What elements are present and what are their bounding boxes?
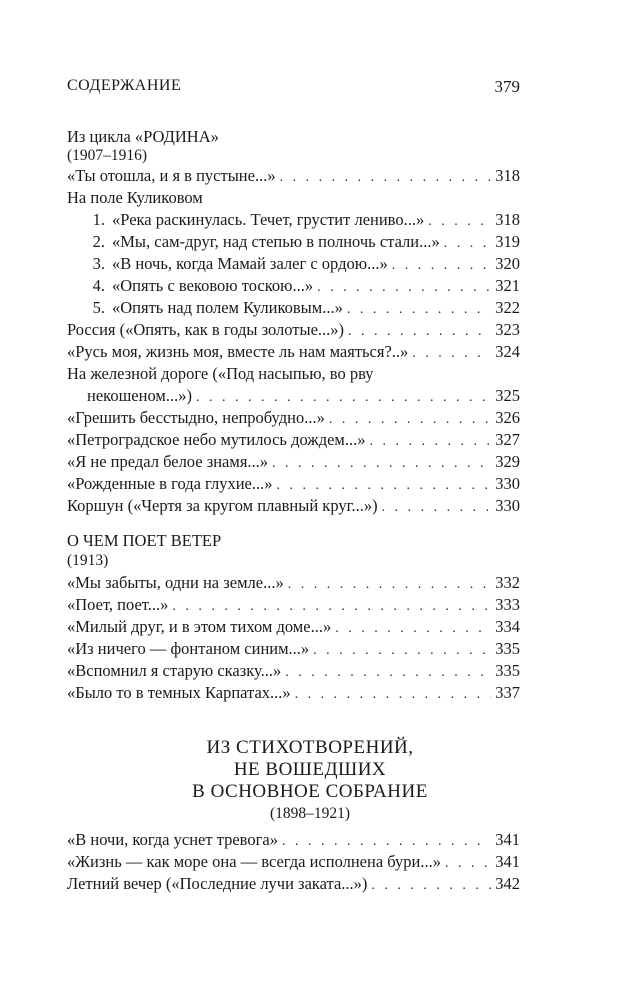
toc-entry[interactable] <box>67 616 520 638</box>
toc-entry-page: 329 <box>495 452 520 471</box>
dot-leader <box>347 299 491 321</box>
dot-leader <box>285 662 491 684</box>
dot-leader <box>369 431 491 453</box>
toc-entry[interactable] <box>67 682 520 704</box>
toc-entry-title: «Было то в темных Карпатах...» <box>67 683 291 702</box>
dot-leader <box>313 640 491 662</box>
toc-entry[interactable] <box>67 165 520 187</box>
toc-entry[interactable] <box>87 385 520 407</box>
toc-entry-number: 5. <box>92 298 105 317</box>
toc-entry[interactable] <box>67 319 520 341</box>
toc-entry-page: 342 <box>495 874 520 893</box>
dot-leader <box>295 684 492 706</box>
dot-leader <box>272 453 491 475</box>
dot-leader <box>371 875 491 897</box>
toc-entry[interactable] <box>67 429 520 451</box>
toc-entry-title: «Петроградское небо мутилось дождем...» <box>67 430 366 449</box>
toc-entry-page: 324 <box>495 342 520 361</box>
toc-entry-title: «Рожденные в года глухие...» <box>67 474 273 493</box>
toc-entry-page: 332 <box>495 573 520 592</box>
toc-entry-page: 333 <box>495 595 520 614</box>
toc-entry[interactable] <box>87 253 520 275</box>
toc-entry-title: «Из ничего — фонтаном синим...» <box>67 639 310 658</box>
dot-leader <box>445 853 491 875</box>
toc-entry[interactable] <box>67 829 520 851</box>
toc-entry-page: 330 <box>495 496 520 515</box>
toc-entry[interactable] <box>67 638 520 660</box>
section-years-uncollected: (1898–1921) <box>269 805 351 822</box>
toc-entry-number: 4. <box>92 276 105 295</box>
toc-entry-number: 2. <box>92 232 105 251</box>
toc-entry-title: «Мы забыты, одни на земле...» <box>67 573 284 592</box>
dot-leader <box>280 167 492 189</box>
toc-entry-page: 323 <box>495 320 520 339</box>
dot-leader <box>282 831 491 853</box>
section-title-veter: О ЧЕМ ПОЕТ ВЕТЕР <box>67 531 222 550</box>
toc-entry-number: 3. <box>92 254 105 273</box>
toc-entry-title: «Я не предал белое знамя...» <box>67 452 269 471</box>
toc-entry-page: 327 <box>495 430 520 449</box>
toc-entry-title: «Милый друг, и в этом тихом доме...» <box>67 617 332 636</box>
dot-leader <box>288 574 492 596</box>
toc-entry-page: 318 <box>495 210 520 229</box>
toc-entry-title-line1: На железной дороге («Под насыпью, во рву <box>67 364 374 383</box>
toc-entry-page: 318 <box>495 166 520 185</box>
toc-entry[interactable] <box>67 451 520 473</box>
toc-entry-title: «В ночи, когда уснет тревога» <box>67 830 278 849</box>
toc-entry[interactable] <box>87 275 520 297</box>
running-head: СОДЕРЖАНИЕ <box>67 77 182 94</box>
toc-entry-page: 337 <box>495 683 520 702</box>
toc-entry-title: «Опять с вековою тоскою...» <box>112 276 314 295</box>
toc-entry-title: «Мы, сам-друг, над степью в полночь стали...» <box>112 232 440 251</box>
toc-entry[interactable] <box>87 209 520 231</box>
section-heading-line1: ИЗ СТИХОТВОРЕНИЙ, <box>206 737 414 758</box>
toc-entry[interactable] <box>67 594 520 616</box>
dot-leader <box>412 343 491 365</box>
toc-entry-title: «Река раскинулась. Течет, грустит лениво...» <box>112 210 425 229</box>
toc-entry-title: некошеном...») <box>87 386 192 405</box>
toc-entry[interactable] <box>67 473 520 495</box>
section-years-rodina: (1907–1916) <box>67 147 148 164</box>
dot-leader <box>428 211 491 233</box>
dot-leader <box>382 497 492 519</box>
toc-entry-page: 321 <box>495 276 520 295</box>
toc-entry-title: Россия («Опять, как в годы золотые...») <box>67 320 345 339</box>
toc-entry-title: Коршун («Чертя за кругом плавный круг...») <box>67 496 378 515</box>
toc-entry[interactable] <box>67 572 520 594</box>
toc-entry-page: 341 <box>495 852 520 871</box>
toc-entry[interactable] <box>87 231 520 253</box>
dot-leader <box>335 618 491 640</box>
dot-leader <box>277 475 492 497</box>
toc-entry-page: 320 <box>495 254 520 273</box>
toc-entry[interactable] <box>67 660 520 682</box>
toc-entry[interactable] <box>67 873 520 895</box>
toc-entry-page: 326 <box>495 408 520 427</box>
toc-entry-title: «В ночь, когда Мамай залег с ордою...» <box>112 254 388 273</box>
toc-entry-title: «Ты отошла, и я в пустыне...» <box>67 166 276 185</box>
page-number: 379 <box>494 77 520 96</box>
cycle-title-kulikovo: На поле Куликовом <box>67 188 203 207</box>
toc-entry[interactable] <box>67 407 520 429</box>
toc-entry-page: 325 <box>495 386 520 405</box>
dot-leader <box>392 255 492 277</box>
toc-entry-title: «Русь моя, жизнь моя, вместе ль нам маяться?..» <box>67 342 409 361</box>
toc-entry-page: 341 <box>495 830 520 849</box>
toc-entry[interactable] <box>67 851 520 873</box>
toc-entry-title: «Жизнь — как море она — всегда исполнена бури...» <box>67 852 441 871</box>
toc-entry-page: 322 <box>495 298 520 317</box>
toc-entry-page: 335 <box>495 661 520 680</box>
dot-leader <box>317 277 491 299</box>
toc-entry-number: 1. <box>92 210 105 229</box>
dot-leader <box>444 233 492 255</box>
toc-entry-title: Летний вечер («Последние лучи заката...») <box>67 874 368 893</box>
toc-entry-page: 334 <box>495 617 520 636</box>
dot-leader <box>172 596 491 618</box>
section-heading-line2: НЕ ВОШЕДШИХ <box>233 759 387 780</box>
dot-leader <box>196 387 491 409</box>
toc-entry-page: 330 <box>495 474 520 493</box>
dot-leader <box>329 409 491 431</box>
toc-entry[interactable] <box>67 495 520 517</box>
toc-entry-title: «Опять над полем Куликовым...» <box>112 298 343 317</box>
toc-entry-title: «Грешить бесстыдно, непробудно...» <box>67 408 325 427</box>
toc-entry-page: 319 <box>495 232 520 251</box>
toc-entry-page: 335 <box>495 639 520 658</box>
section-years-veter: (1913) <box>67 552 109 569</box>
toc-entry-title: «Поет, поет...» <box>67 595 169 614</box>
toc-entry[interactable] <box>67 341 520 363</box>
toc-entry-title: «Вспомнил я старую сказку...» <box>67 661 282 680</box>
dot-leader <box>348 321 491 343</box>
section-heading-line3: В ОСНОВНОЕ СОБРАНИЕ <box>192 781 428 802</box>
toc-entry[interactable] <box>87 297 520 319</box>
section-title-rodina: Из цикла «РОДИНА» <box>67 127 219 146</box>
